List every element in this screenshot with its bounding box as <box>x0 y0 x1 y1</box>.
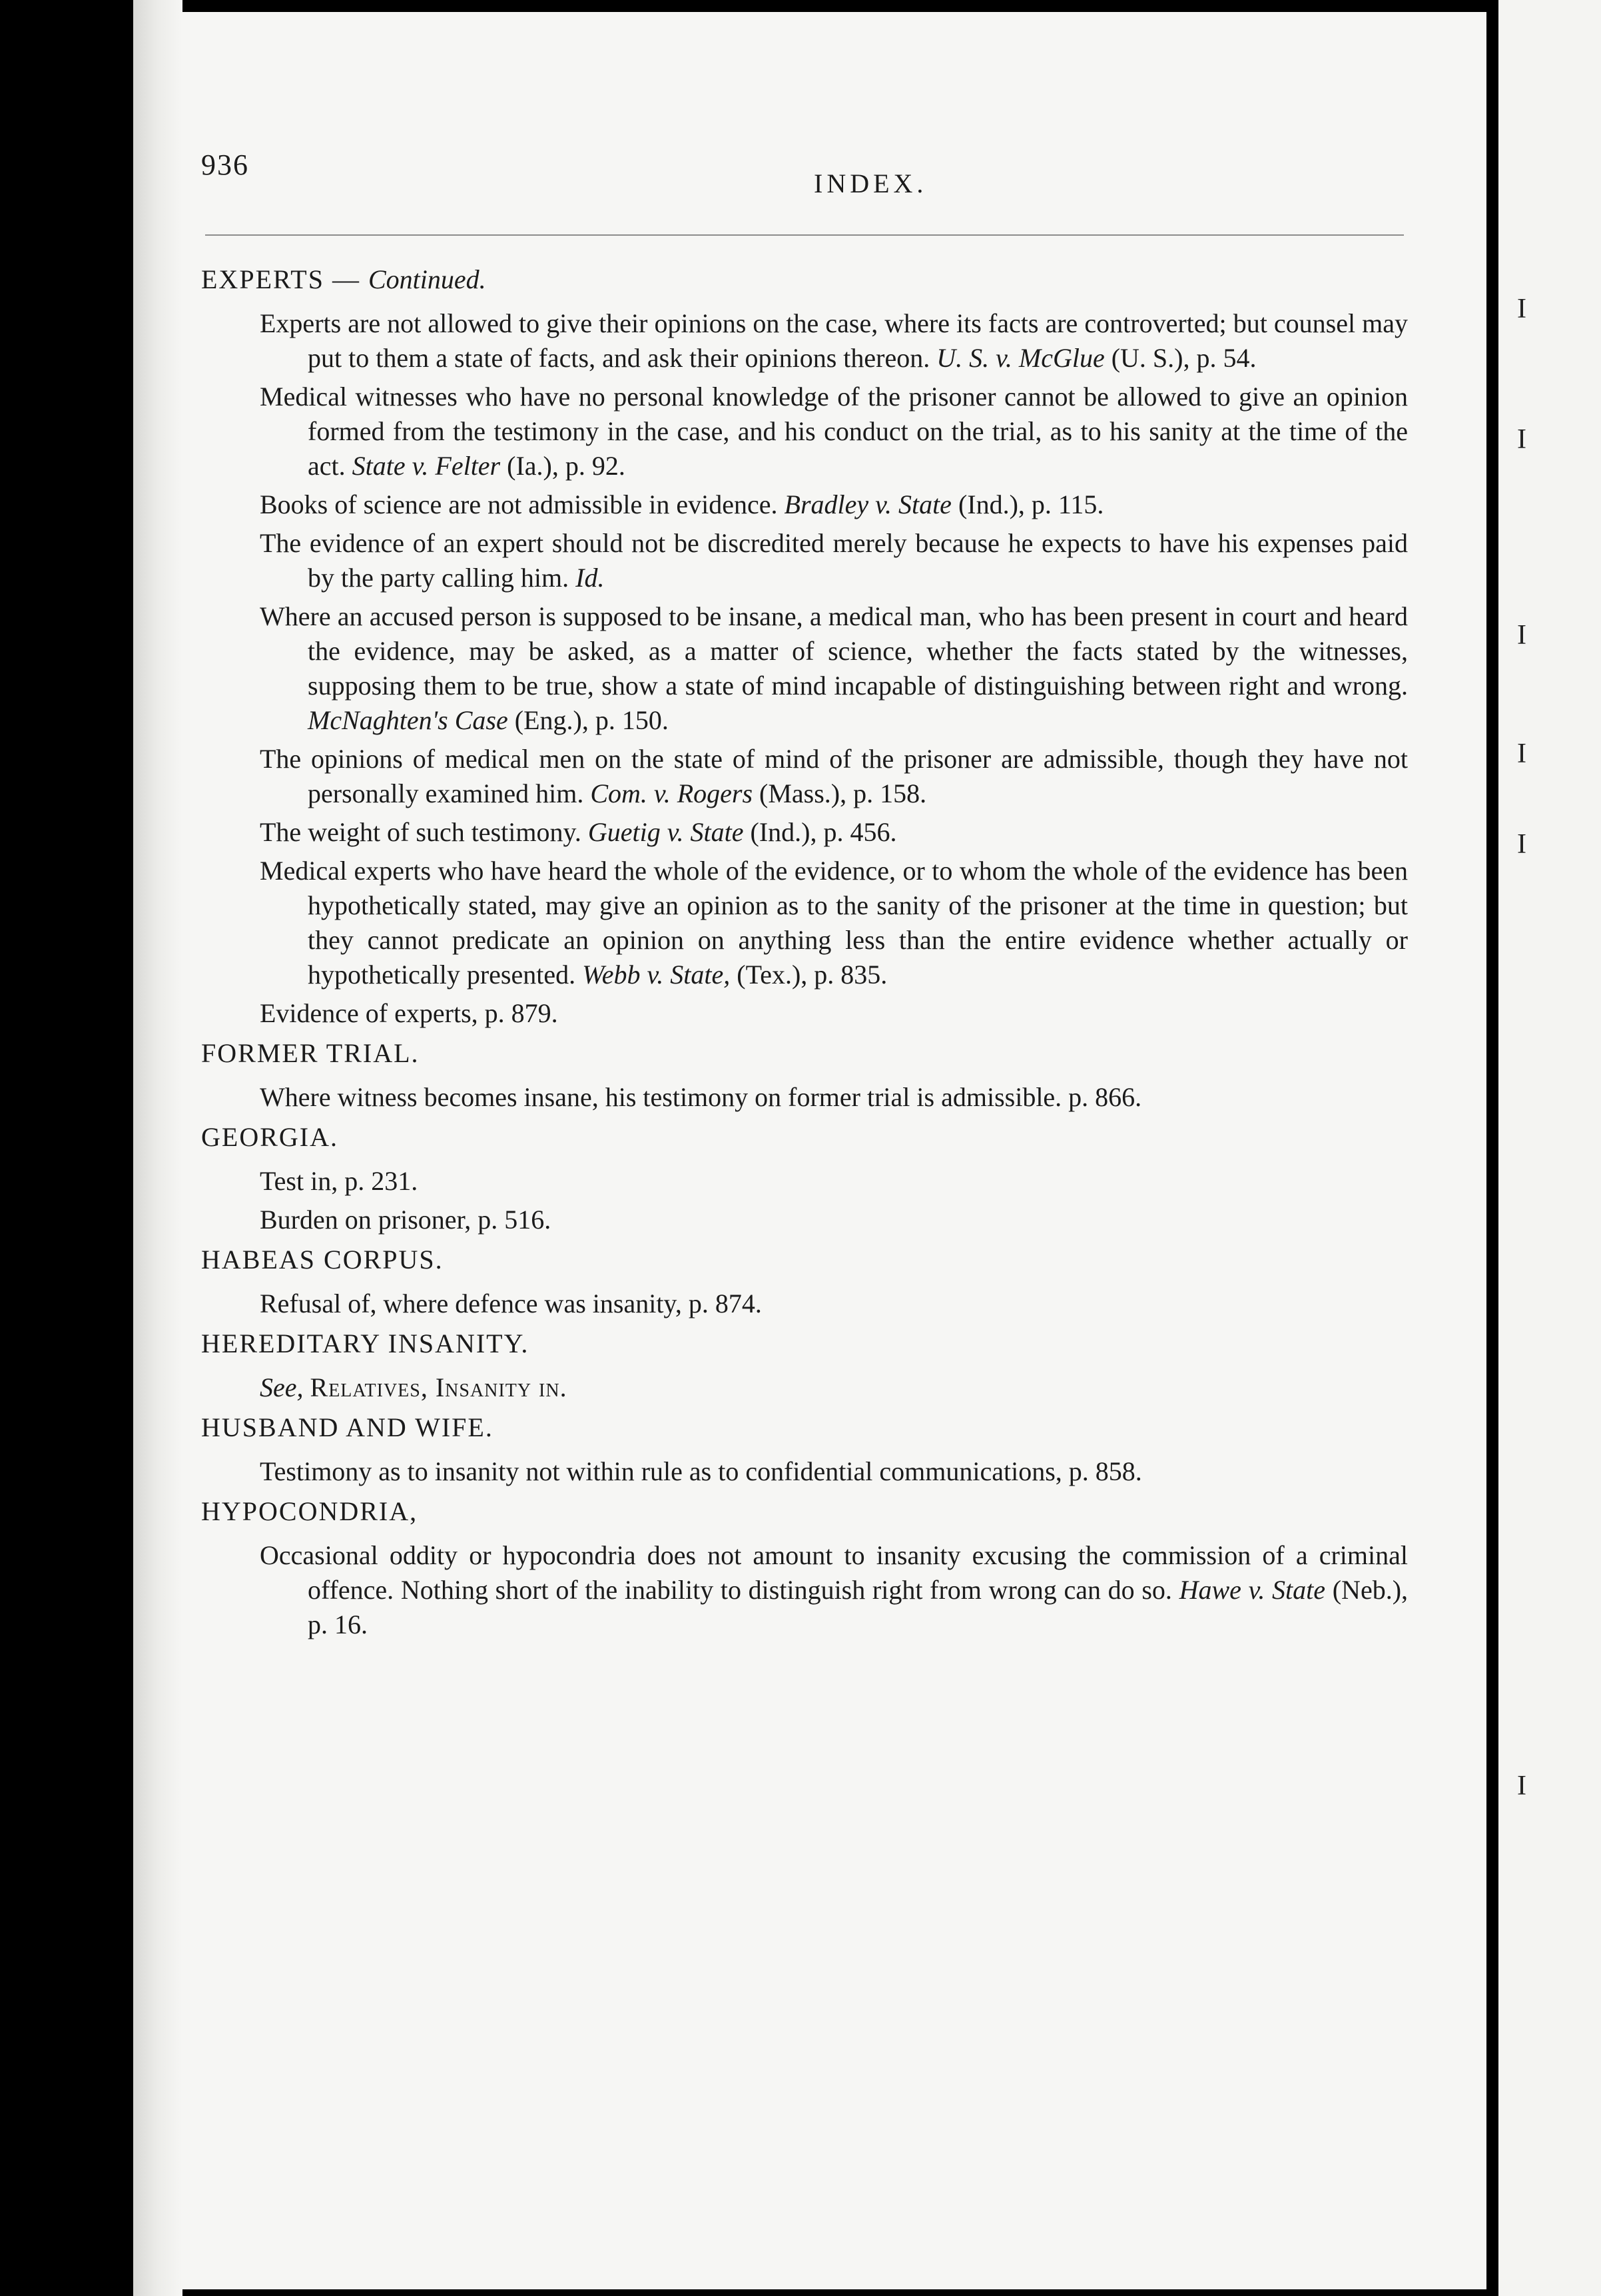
index-entry: Burden on prisoner, p. 516. <box>260 1205 551 1235</box>
index-heading: GEORGIA. <box>201 1122 338 1152</box>
edge-letter: I <box>1517 620 1526 651</box>
edge-letter: I <box>1517 294 1526 324</box>
index-entry: See, Relatives, Insanity in. <box>260 1372 567 1402</box>
index-heading: HUSBAND AND WIFE. <box>201 1412 493 1442</box>
continued-label: Continued. <box>368 264 486 294</box>
index-heading: HEREDITARY INSANITY. <box>201 1328 529 1358</box>
edge-letter: I <box>1517 424 1526 455</box>
index-content <box>201 261 1408 1646</box>
index-entry: Test in, p. 231. <box>260 1166 418 1196</box>
edge-letter: I <box>1517 738 1526 769</box>
header-rule <box>205 234 1404 236</box>
index-heading: FORMER TRIAL. <box>201 1038 420 1068</box>
index-heading: EXPERTS — Continued. <box>201 264 486 294</box>
index-entry: Books of science are not admissible in evidence. Bradley v. State (Ind.), p. 115. <box>260 489 1104 519</box>
index-entry: The evidence of an expert should not be discredited merely because he expects to have his expenses paid by the party calling him. Id. <box>260 528 1408 593</box>
running-head: INDEX. <box>814 168 928 198</box>
page-gutter <box>133 12 182 2289</box>
edge-letter: I <box>1517 829 1526 860</box>
index-entry: Testimony as to insanity not within rule as to confidential communications, p. 858. <box>260 1456 1142 1486</box>
index-heading: HYPOCONDRIA, <box>201 1496 418 1526</box>
index-entry: Experts are not allowed to give their opinions on the case, where its facts are controverted; but counsel may put to them a state of facts, and ask their opinions thereon. U. S. v. McGlue (U. S.), p. 54. <box>260 308 1408 373</box>
index-entry: Refusal of, where defence was insanity, p. 874. <box>260 1289 762 1318</box>
see-label: See, <box>260 1372 304 1402</box>
facing-page-edge <box>1498 0 1601 2296</box>
index-entry: The weight of such testimony. Guetig v. State (Ind.), p. 456. <box>260 817 897 847</box>
index-entry: Where an accused person is supposed to be insane, a medical man, who has been present in court and heard the evidence, may be asked, as a matter of science, whether the facts stated by the witnesses, supposing them to be true, show a state of mind incapable of distinguishing between right and wrong. McNaghten's Case (Eng.), p. 150. <box>260 601 1408 735</box>
index-entry: Occasional oddity or hypocondria does not amount to insanity excusing the commission of a criminal offence. Nothing short of the inability to distinguish right from wrong can do so. Hawe v. State (Neb.), p. 16. <box>260 1540 1409 1639</box>
index-entry: Medical witnesses who have no personal knowledge of the prisoner cannot be allowed to give an opinion formed from the testimony in the case, and his conduct on the trial, as to his sanity at the time of the act. State v. Felter (Ia.), p. 92. <box>260 382 1408 481</box>
page-number: 936 <box>201 148 249 181</box>
index-heading: HABEAS CORPUS. <box>201 1245 444 1275</box>
edge-letter: I <box>1517 1771 1526 1801</box>
index-entry: Medical experts who have heard the whole of the evidence, or to whom the whole of the evidence has been hypothetically stated, may give an opinion as to the sanity of the prisoner at the time in question; but they cannot predicate an opinion on anything less than the entire evidence whether actually or hypothetically presented. Webb v. State, (Tex.), p. 835. <box>260 856 1408 990</box>
index-entry: Evidence of experts, p. 879. <box>260 998 558 1028</box>
index-entry: The opinions of medical men on the state of mind of the prisoner are admissible, though they have not personally examined him. Com. v. Rogers (Mass.), p. 158. <box>260 744 1408 808</box>
index-entry: Where witness becomes insane, his testimony on former trial is admissible. p. 866. <box>260 1082 1142 1112</box>
